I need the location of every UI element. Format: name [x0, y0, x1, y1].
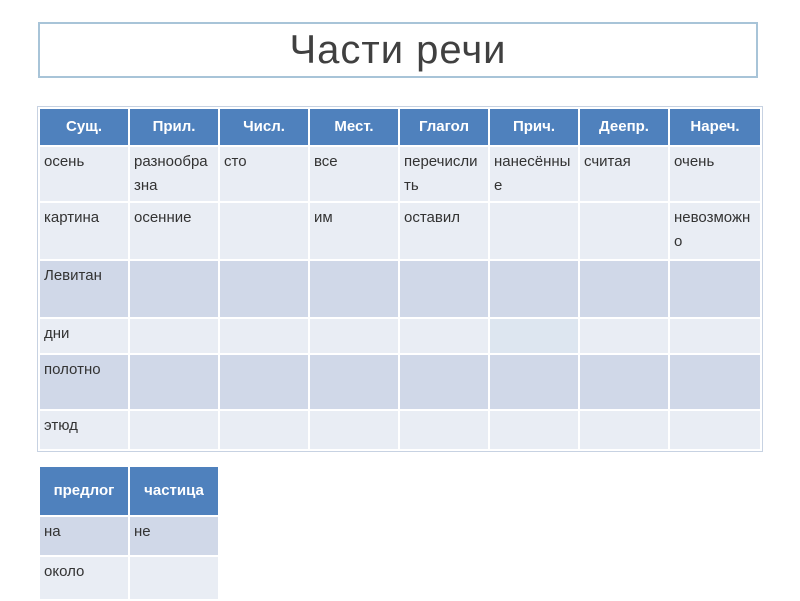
table-cell — [219, 202, 309, 260]
table-cell: дни — [39, 318, 129, 354]
table-cell: нанесённые — [489, 146, 579, 202]
table-cell — [489, 318, 579, 354]
table-cell: перечислить — [399, 146, 489, 202]
table-cell: полотно — [39, 354, 129, 410]
table-cell — [579, 202, 669, 260]
table-cell — [399, 318, 489, 354]
header-verb: Глагол — [399, 108, 489, 146]
table-cell: сто — [219, 146, 309, 202]
header-participle: Прич. — [489, 108, 579, 146]
table-row — [39, 260, 761, 318]
table-cell: этюд — [39, 410, 129, 450]
header-adjective: Прил. — [129, 108, 219, 146]
header-pronoun: Мест. — [309, 108, 399, 146]
table-cell — [489, 410, 579, 450]
table-cell: около — [39, 556, 129, 600]
header-numeral: Числ. — [219, 108, 309, 146]
header-particle: частица — [129, 466, 219, 516]
table-cell — [399, 260, 489, 318]
table-cell — [129, 318, 219, 354]
table-row — [39, 146, 761, 202]
table-cell — [219, 260, 309, 318]
header-preposition: предлог — [39, 466, 129, 516]
table-row — [39, 354, 761, 410]
table-cell — [489, 260, 579, 318]
table-row — [39, 556, 219, 600]
table-row — [39, 516, 219, 556]
header-noun: Сущ. — [39, 108, 129, 146]
table-cell: не — [129, 516, 219, 556]
title-box — [38, 22, 758, 78]
page-title: Части речи — [289, 27, 507, 72]
table-cell — [579, 410, 669, 450]
table-cell: на — [39, 516, 129, 556]
table-cell — [219, 354, 309, 410]
table-cell: оставил — [399, 202, 489, 260]
table-header-row — [39, 108, 761, 146]
table-cell — [489, 202, 579, 260]
table-cell: картина — [39, 202, 129, 260]
table-cell — [579, 260, 669, 318]
table-cell — [399, 410, 489, 450]
table-cell — [309, 410, 399, 450]
table-cell — [489, 354, 579, 410]
table-cell: им — [309, 202, 399, 260]
table-cell — [219, 318, 309, 354]
table-cell — [129, 410, 219, 450]
header-adverbial-participle: Деепр. — [579, 108, 669, 146]
header-adverb: Нареч. — [669, 108, 761, 146]
table-cell — [309, 260, 399, 318]
table-cell — [669, 354, 761, 410]
table-row — [39, 410, 761, 450]
prepositions-particles-table — [38, 465, 220, 601]
parts-of-speech-table — [38, 107, 762, 451]
table-cell — [399, 354, 489, 410]
table-cell — [219, 410, 309, 450]
table-cell: невозможно — [669, 202, 761, 260]
table-cell — [669, 410, 761, 450]
table-cell: Левитан — [39, 260, 129, 318]
table-cell — [669, 260, 761, 318]
table-header-row — [39, 466, 219, 516]
table-cell: все — [309, 146, 399, 202]
table-cell — [669, 318, 761, 354]
table-cell — [129, 354, 219, 410]
table-row — [39, 202, 761, 260]
table-cell: осенние — [129, 202, 219, 260]
table-cell: осень — [39, 146, 129, 202]
table-row — [39, 318, 761, 354]
table-cell — [129, 260, 219, 318]
table-cell: считая — [579, 146, 669, 202]
table-cell: очень — [669, 146, 761, 202]
table-cell: разнообразна — [129, 146, 219, 202]
table-cell — [579, 354, 669, 410]
table-cell — [309, 354, 399, 410]
table-cell — [579, 318, 669, 354]
table-cell — [309, 318, 399, 354]
table-cell — [129, 556, 219, 600]
